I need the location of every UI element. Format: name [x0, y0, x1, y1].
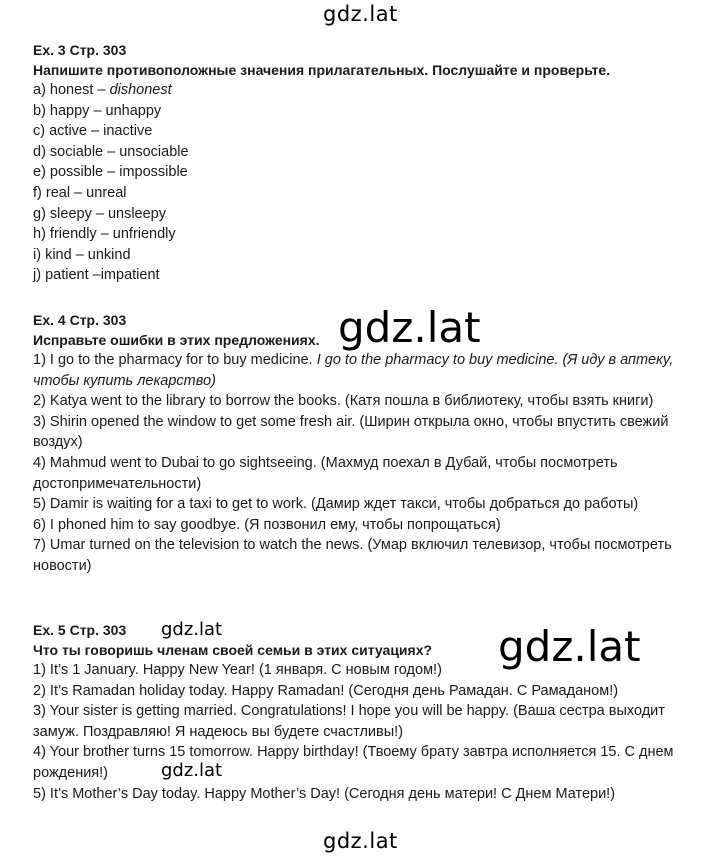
- ex5-list: [33, 660, 698, 804]
- list-item: a) honest – dishonest: [33, 82, 172, 98]
- list-item: 1) It’s 1 January. Happy New Year! (1 января. С новым годом!): [33, 662, 442, 678]
- ex5-task: Что ты говоришь членам своей семьи в этих ситуациях?: [33, 642, 433, 658]
- list-item: b) happy – unhappy: [33, 102, 162, 119]
- list-item: h) friendly – unfriendly: [33, 226, 176, 243]
- list-item: j) patient –impatient: [33, 267, 160, 284]
- ex4-title: Ex. 4 Стр. 303: [33, 312, 127, 328]
- list-item: f) real – unreal: [33, 184, 127, 201]
- list-item: 7) Umar turned on the television to watch the news. (Умар включил телевизор, чтобы посмотреть новости): [33, 537, 672, 574]
- ex3-title: Ex. 3 Стр. 303: [33, 42, 127, 58]
- list-item: 5) Damir is waiting for a taxi to get to work. (Дамир ждет такси, чтобы добраться до работы): [33, 496, 639, 513]
- list-item: 4) Mahmud went to Dubai to go sightseeing. (Махмуд поехал в Дубай, чтобы посмотреть достопримечательности): [33, 454, 618, 492]
- watermark-bottom: gdz.lat: [323, 829, 398, 853]
- watermark-large-2: gdz.lat: [498, 622, 641, 671]
- list-item: g) sleepy – unsleepy: [33, 205, 166, 222]
- ex4-task: Исправьте ошибки в этих предложениях.: [33, 332, 320, 348]
- watermark-small-1: gdz.lat: [161, 619, 223, 640]
- list-item: e) possible – impossible: [33, 164, 188, 181]
- list-item: d) sociable – unsociable: [33, 143, 189, 160]
- list-item: 3) Your sister is getting married. Congratulations! I hope you will be happy. (Ваша сестра выходит замуж. Поздравляю! Я надеюсь вы будете счастливы!): [33, 703, 665, 740]
- ex4-list: [33, 350, 698, 577]
- list-item: 5) It’s Mother’s Day today. Happy Mother’s Day! (Сегодня день матери! С Днем Матери!): [33, 785, 616, 802]
- list-item: 4) Your brother turns 15 tomorrow. Happy birthday! (Твоему брату завтра исполняется 15. С днем рождения!): [33, 744, 674, 781]
- watermark-small-2: gdz.lat: [161, 760, 223, 781]
- list-item: i) kind – unkind: [33, 246, 131, 263]
- ex3-task: Напишите противоположные значения прилагательных. Послушайте и проверьте.: [33, 62, 611, 78]
- list-item: 2) Katya went to the library to borrow the books. (Катя пошла в библиотеку, чтобы взять книги): [33, 393, 654, 410]
- list-item: c) active – inactive: [33, 123, 153, 140]
- watermark-top: gdz.lat: [323, 2, 398, 26]
- exercise-3: [33, 40, 698, 286]
- list-item: 3) Shirin opened the window to get some fresh air. (Ширин открыла окно, чтобы впустить свежий воздух): [33, 413, 669, 451]
- ex5-title: Ex. 5 Стр. 303: [33, 622, 127, 638]
- ex3-list: [33, 80, 698, 286]
- list-item: 6) I phoned him to say goodbye. (Я позвонил ему, чтобы попрощаться): [33, 516, 501, 533]
- list-item: 1) I go to the pharmacy for to buy medicine. I go to the pharmacy to buy medicine. (Я иду в аптеку, чтобы купить лекарство): [33, 352, 674, 389]
- watermark-large-1: gdz.lat: [338, 303, 481, 352]
- list-item: 2) It’s Ramadan holiday today. Happy Ramadan! (Сегодня день Рамадан. С Рамаданом!): [33, 682, 619, 699]
